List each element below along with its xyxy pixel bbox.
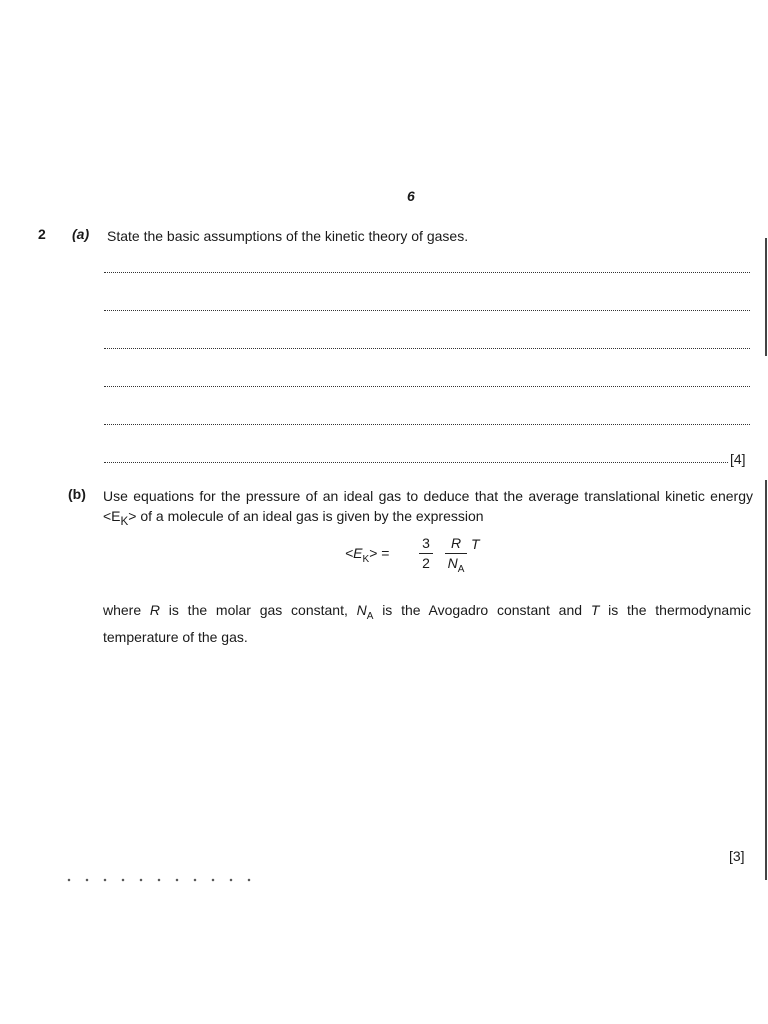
scan-edge-mark xyxy=(765,480,767,880)
part-b-marks: [3] xyxy=(729,848,745,864)
fraction-denominator-sub: A xyxy=(457,563,465,575)
where-t: T xyxy=(590,602,600,618)
equation-lhs xyxy=(345,545,389,565)
equation-lhs-sub: K xyxy=(362,553,370,565)
question-number: 2 xyxy=(38,226,46,242)
where-4: is the thermodynamic temperature of the gas. xyxy=(103,602,751,645)
where-n: N xyxy=(356,602,367,618)
part-a-label xyxy=(72,226,89,242)
page-number: 6 xyxy=(407,188,415,204)
part-a-prompt: State the basic assumptions of the kinetic theory of gases. xyxy=(107,228,469,244)
part-b-prompt-start: Use equations for the pressure of an ideal gas to deduce that the average translational kinetic energy <E xyxy=(103,488,753,524)
where-n-sub: A xyxy=(366,610,374,622)
part-b-prompt-end: > of a molecule of an ideal gas is given by the expression xyxy=(128,508,484,524)
fraction-three-halves xyxy=(419,535,433,572)
footer-scan-dots xyxy=(60,878,260,882)
scan-edge-mark xyxy=(765,238,767,356)
answer-line[interactable] xyxy=(104,310,750,311)
fraction-bar xyxy=(445,553,467,554)
fraction-denominator-text: N xyxy=(447,555,458,571)
fraction-r-over-na xyxy=(445,535,467,578)
part-a-marks: [4] xyxy=(730,451,746,467)
fraction-denominator xyxy=(445,555,467,578)
fraction-bar xyxy=(419,553,433,554)
part-a-label-text: (a) xyxy=(72,226,90,242)
part-b-label: (b) xyxy=(68,486,86,502)
part-b-prompt-sub: K xyxy=(120,514,129,528)
part-b-definitions xyxy=(103,600,751,647)
where-1: where xyxy=(103,602,150,618)
equation-temperature: T xyxy=(471,536,480,552)
answer-line[interactable] xyxy=(104,386,750,387)
where-2: is the molar gas constant, xyxy=(160,602,357,618)
where-3: is the Avogadro constant and xyxy=(373,602,591,618)
equation-lhs-open: <E xyxy=(345,545,363,561)
fraction-numerator: 3 xyxy=(422,535,430,551)
where-r: R xyxy=(149,602,161,618)
part-b-prompt xyxy=(103,486,753,532)
fraction-denominator: 2 xyxy=(422,555,430,571)
fraction-numerator xyxy=(445,535,467,552)
fraction-numerator-text: R xyxy=(450,535,462,551)
equation-lhs-close: > = xyxy=(369,545,390,561)
answer-line[interactable] xyxy=(104,348,750,349)
answer-line[interactable] xyxy=(104,272,750,273)
answer-line[interactable] xyxy=(104,424,750,425)
answer-line[interactable] xyxy=(104,462,728,463)
